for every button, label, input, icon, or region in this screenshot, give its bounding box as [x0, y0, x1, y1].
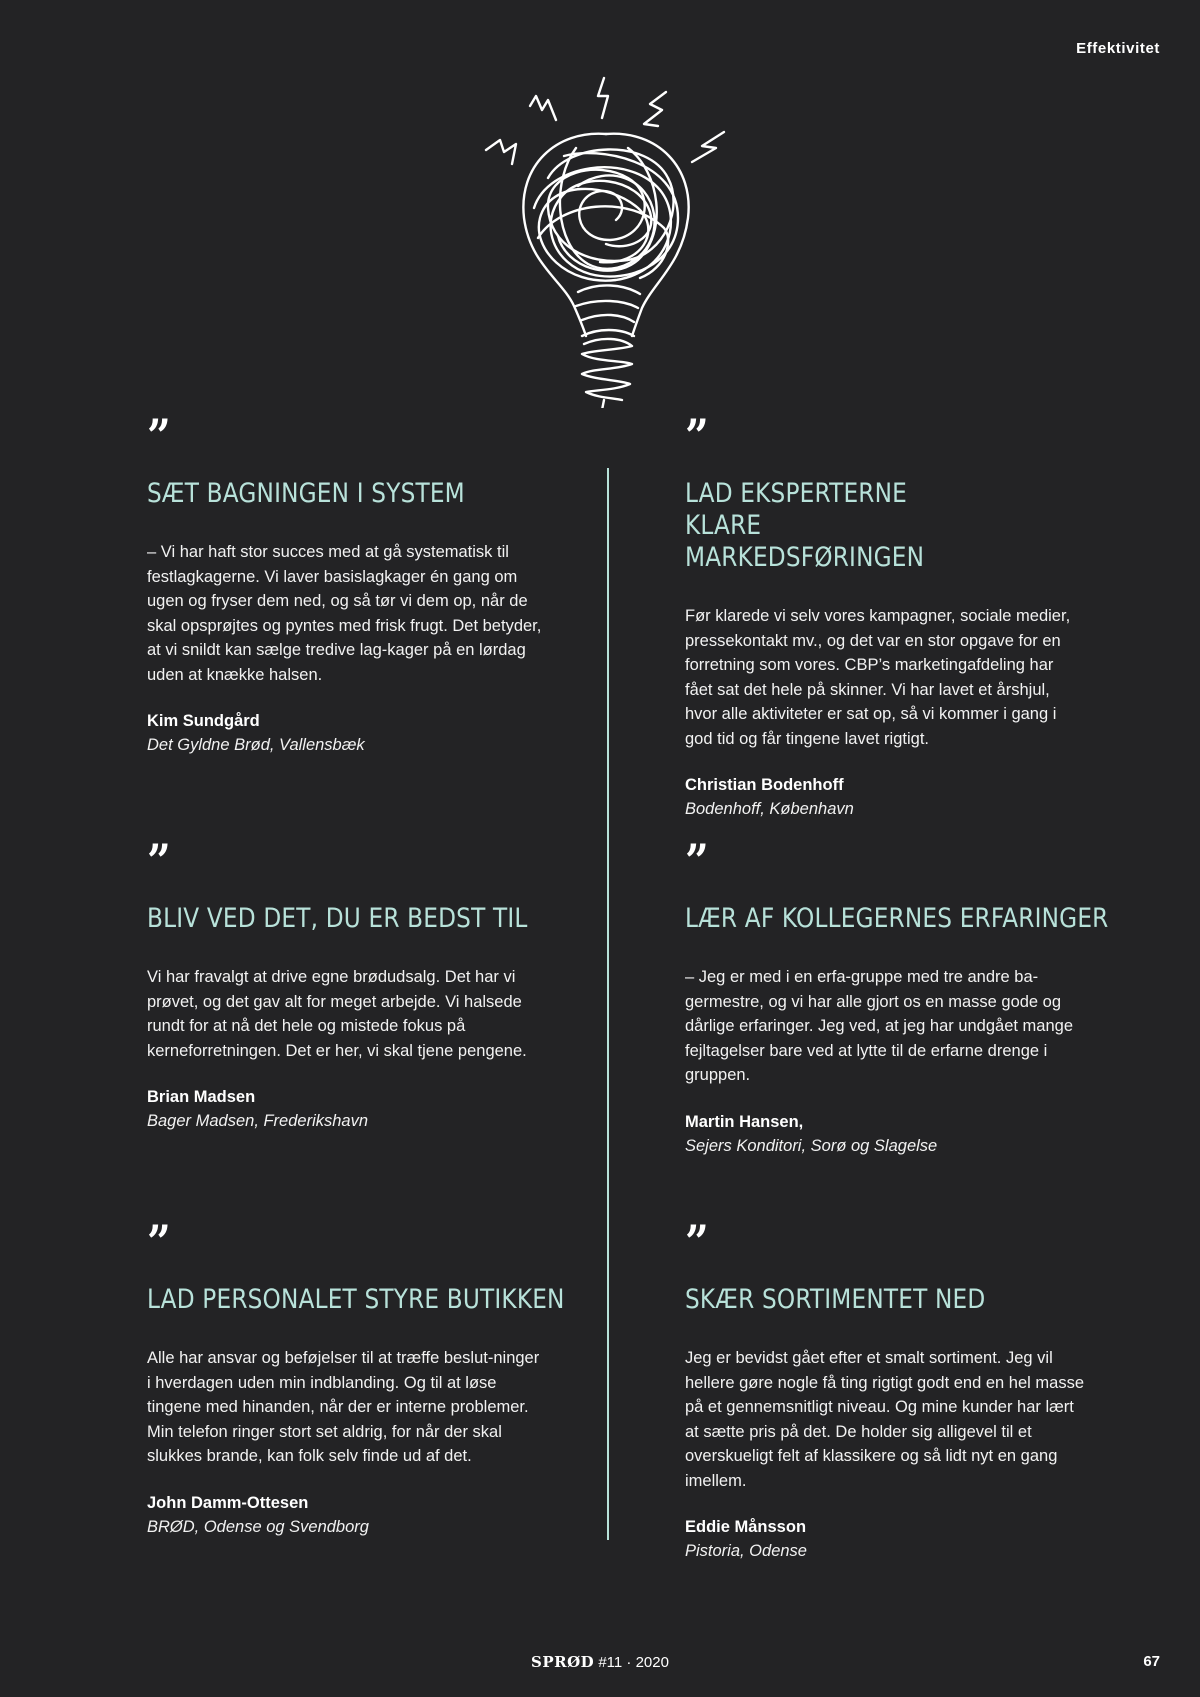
- column-divider: [607, 468, 609, 1540]
- section-label: Effektivitet: [1076, 40, 1160, 57]
- quote-body: Alle har ansvar og beføjelser til at træffe beslut-ninger i hverdagen uden min indblanding. Og til at løse tingene med hinanden, når der er interne problemer. Min telefon ringer stort set aldrig, for når der skal slukkes brande, kan folk selv finde ud af det.: [147, 1349, 540, 1465]
- quote-block: [147, 834, 547, 1133]
- spark-icon: [692, 132, 724, 162]
- quote-mark-icon: ”: [147, 1215, 168, 1269]
- quote-heading: LAD PERSONALET STYRE BUTIKKEN: [147, 1284, 565, 1315]
- footer-brand: SPRØD: [531, 1653, 595, 1671]
- quote-body: – Jeg er med i en erfa-gruppe med tre andre ba-germestre, og vi har alle gjort os en masse gode og dårlige erfaringer. Jeg ved, at jeg har undgået mange fejltagelser bare ved at lytte til de erfarne drenge i gruppen.: [685, 968, 1074, 1084]
- quote-author: Eddie Månsson: [685, 1518, 807, 1536]
- quote-block: [685, 834, 1109, 1158]
- quote-block: [685, 1215, 1085, 1563]
- quote-body: Vi har fravalgt at drive egne brødudsalg. Det har vi prøvet, og det gav alt for meget arbejde. Vi halsede rundt for at nå det hele og mistede fokus på kerneforretningen. Det er her, vi skal tjene pengene.: [147, 968, 527, 1060]
- quote-place: Pistoria, Odense: [685, 1542, 807, 1560]
- quote-body: – Vi har haft stor succes med at gå systematisk til festlagkagerne. Vi laver basislagkager én gang om ugen og fryser dem ned, og så tør vi dem op, når de skal opsprøjtes og pyntes med frisk frugt. Det betyder, at vi snildt kan sælge tredive lag-kager på en lørdag uden at knække halsen.: [147, 543, 542, 684]
- quote-heading: BLIV VED DET, DU ER BEDST TIL: [147, 903, 528, 934]
- quote-place: Bodenhoff, København: [685, 800, 854, 818]
- quote-place: Sejers Konditori, Sorø og Slagelse: [685, 1136, 938, 1155]
- page-number: 67: [1143, 1653, 1160, 1670]
- footer-issue: #11 · 2020: [598, 1654, 669, 1671]
- quote-heading: LAD EKSPERTERNE KLARE MARKEDSFØRINGEN: [685, 478, 925, 573]
- quote-block: [685, 409, 1085, 821]
- spark-icon: [530, 96, 556, 120]
- quote-mark-icon: ”: [147, 834, 168, 888]
- spark-icon: [598, 78, 608, 118]
- scribbled-lightbulb-icon: [478, 68, 738, 408]
- quote-place: Bager Madsen, Frederikshavn: [147, 1112, 369, 1130]
- quote-author: Brian Madsen: [147, 1088, 256, 1106]
- quote-block: [147, 1215, 565, 1539]
- quote-block: [147, 409, 547, 757]
- quote-author: Martin Hansen,: [685, 1112, 804, 1131]
- quote-place: Det Gyldne Brød, Vallensbæk: [147, 736, 365, 754]
- spark-icon: [486, 140, 516, 164]
- quote-mark-icon: ”: [685, 409, 706, 463]
- quote-heading: SÆT BAGNINGEN I SYSTEM: [147, 478, 465, 509]
- quote-author: Kim Sundgård: [147, 712, 260, 730]
- quote-author: John Damm-Ottesen: [147, 1493, 309, 1512]
- quote-mark-icon: ”: [147, 409, 168, 463]
- quote-mark-icon: ”: [685, 1215, 706, 1269]
- quote-body: Jeg er bevidst gået efter et smalt sortiment. Jeg vil hellere gøre nogle få ting rigtigt godt end en hel masse på et gennemsnitligt niveau. Og mine kunder har lært at sætte pris på det. De holder sig alligevel til et overskueligt felt af klassikere og så lidt nyt en gang imellem.: [685, 1349, 1084, 1490]
- footer-publication: [0, 1653, 1200, 1671]
- quote-mark-icon: ”: [685, 834, 706, 888]
- quote-body: Før klarede vi selv vores kampagner, sociale medier, pressekontakt mv., og det var en stor opgave for en forretning som vores. CBP’s marketingafdeling har fået sat det hele på skinner. Vi har lavet et årshjul, hvor alle aktiviteter er sat op, så vi kommer i gang i god tid og får tingene lavet rigtigt.: [685, 607, 1071, 748]
- quote-heading: LÆR AF KOLLEGERNES ERFARINGER: [685, 903, 1109, 934]
- spark-icon: [644, 92, 666, 126]
- quote-heading: SKÆR SORTIMENTET NED: [685, 1284, 986, 1315]
- quote-place: BRØD, Odense og Svendborg: [147, 1517, 369, 1536]
- quote-author: Christian Bodenhoff: [685, 776, 844, 794]
